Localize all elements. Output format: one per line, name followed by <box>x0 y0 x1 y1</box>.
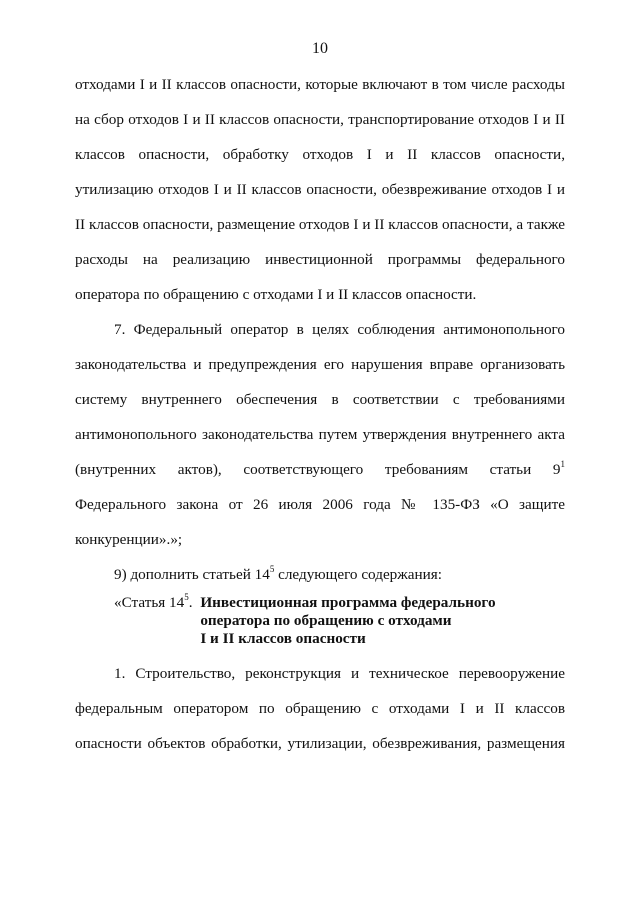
article-title <box>200 594 495 648</box>
body-line: систему внутреннего обеспечения в соответствии с требованиями <box>75 391 565 408</box>
item-9-text-end: следующего содержания: <box>274 566 442 583</box>
body-line: опасности объектов обработки, утилизации, обезвреживания, размещения <box>75 735 565 752</box>
superscript: 5 <box>269 563 275 574</box>
line-text: (внутренних актов), соответствующего требованиям статьи 9 <box>75 461 561 478</box>
body-line: законодательства и предупреждения его нарушения вправе организовать <box>75 356 565 373</box>
item-9-text: 9) дополнить статьей 14 <box>114 566 270 583</box>
body-line: оператора по обращению с отходами I и II классов опасности. <box>75 286 477 303</box>
body-line: расходы на реализацию инвестиционной программы федерального <box>75 251 565 268</box>
article-label-dot: . <box>188 594 193 611</box>
superscript: 5 <box>184 591 189 602</box>
article-title-line: I и II классов опасности <box>200 630 366 647</box>
paragraph-1-first-line: 1. Строительство, реконструкция и техническое перевооружение <box>114 665 565 682</box>
body-line: классов опасности, обработку отходов I и II классов опасности, <box>75 146 565 163</box>
superscript: 1 <box>560 458 565 469</box>
body-line: конкуренции».»; <box>75 531 183 548</box>
body-line: отходами I и II классов опасности, которые включают в том числе расходы <box>75 76 565 93</box>
body-line: Федерального закона от 26 июля 2006 года № 135-ФЗ «О защите <box>75 496 565 513</box>
article-label <box>114 591 193 612</box>
body-line: антимонопольного законодательства путем утверждения внутреннего акта <box>75 426 565 443</box>
body-line: федеральным оператором по обращению с отходами I и II классов <box>75 700 565 717</box>
article-heading <box>114 591 496 648</box>
item-9 <box>114 563 604 584</box>
body-line: утилизацию отходов I и II классов опасности, обезвреживание отходов I и <box>75 181 565 198</box>
paragraph-7-first-line: 7. Федеральный оператор в целях соблюдения антимонопольного <box>114 321 565 338</box>
body-line <box>75 458 565 479</box>
article-label-text: «Статья 14 <box>114 594 185 611</box>
article-title-line: Инвестиционная программа федерального <box>200 594 496 611</box>
page-number: 10 <box>312 40 328 57</box>
article-title-line: оператора по обращению с отходами <box>200 612 452 629</box>
body-line: на сбор отходов I и II классов опасности, транспортирование отходов I и II <box>75 111 565 128</box>
body-line: II классов опасности, размещение отходов I и II классов опасности, а также <box>75 216 565 233</box>
